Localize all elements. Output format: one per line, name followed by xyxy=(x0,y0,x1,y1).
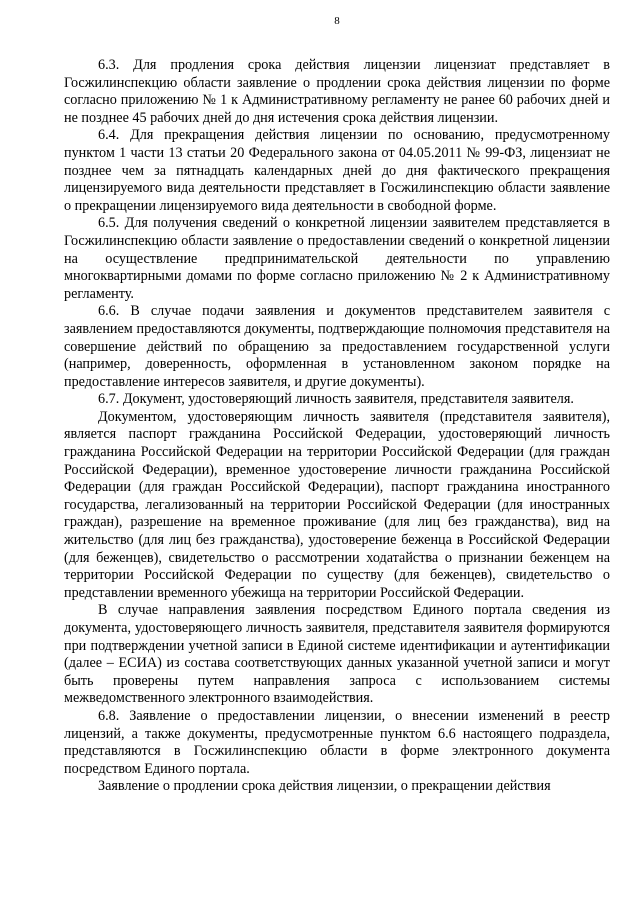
paragraph-6-7: 6.7. Документ, удостоверяющий личность заявителя, представителя заявителя. xyxy=(98,391,574,408)
paragraph-6-8: 6.8. Заявление о предоставлении лицензии, о внесении изменений в реестр лицензий, а также документы, предусмотренные пунктом 6.6 настоящего подраздела, представляются в Госжилинспекцию области в форме электронного документа посредством Единого портала. xyxy=(64,707,610,777)
paragraph-unified-portal: В случае направления заявления посредством Единого портала сведения из документа, удостоверяющего личность заявителя, представителя заявителя формируются при подтверждении учетной записи в Единой системе идентификации и аутентификации (далее – ЕСИА) из состава соответствующих данных указанной учетной записи и могут быть проверены путем направления запроса с использованием системы межведомственного электронного взаимодействия. xyxy=(64,602,610,707)
paragraph-6-6: 6.6. В случае подачи заявления и документов представителем заявителя с заявлением предоставляются документы, подтверждающие полномочия представителя на совершение действий по обращению за предоставлением государственной услуги (например, доверенность, оформленная в установленном законом порядке на предоставление интересов заявителя, и другие документы). xyxy=(64,303,610,390)
paragraph-identity-documents: Документом, удостоверяющим личность заявителя (представителя заявителя), является паспорт гражданина Российской Федерации, удостоверяющий личность гражданина Российской Федерации на территории Российской Федерации (для граждан Российской Федерации), временное удостоверение личности гражданина Российской Федерации (для граждан Российской Федерации), паспорт гражданина иностранного государства, легализованный на территории Российской Федерации (для иностранных граждан), разрешение на временное проживание (для лиц без гражданства), вид на жительство (для лиц без гражданства), удостоверение беженца в Российской Федерации (для беженцев), свидетельство о рассмотрении ходатайства о признании беженцем на территории Российской Федерации по существу (для беженцев), свидетельство о представлении временного убежища на территории Российской Федерации. xyxy=(64,408,610,601)
page-number: 8 xyxy=(334,15,340,27)
paragraph-6-5: 6.5. Для получения сведений о конкретной лицензии заявителем представляется в Госжилинспекцию области заявление о предоставлении сведений о конкретной лицензии на осуществление предпринимательской деятельности по управлению многоквартирными домами по форме согласно приложению № 2 к Административному регламенту. xyxy=(64,215,610,302)
paragraph-6-3: 6.3. Для продления срока действия лицензии лицензиат представляет в Госжилинспекцию области заявление о продлении срока действия лицензии по форме согласно приложению № 1 к Административному регламенту не ранее 60 рабочих дней и не позднее 45 рабочих дней до дня истечения срока действия лицензии. xyxy=(64,57,610,126)
paragraph-6-4: 6.4. Для прекращения действия лицензии по основанию, предусмотренному пунктом 1 части 13 статьи 20 Федерального закона от 04.05.2011 № 99-ФЗ, лицензиат не позднее чем за пятнадцать календарных дней до дня фактического прекращения лицензируемого вида деятельности представляет в Госжилинспекцию области заявление о прекращении лицензируемого вида деятельности в свободной форме. xyxy=(64,127,610,214)
paragraph-license-extension: Заявление о продлении срока действия лицензии, о прекращении действия xyxy=(98,778,551,795)
